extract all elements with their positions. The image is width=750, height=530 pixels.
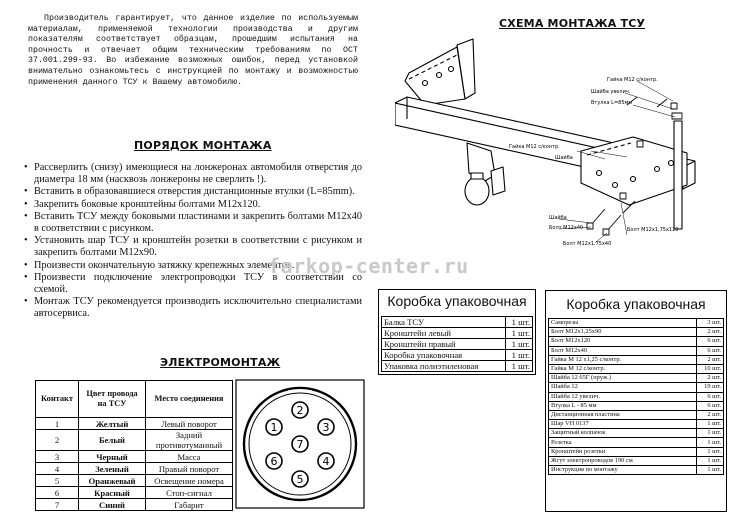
contact-cell: 3 [36,451,79,463]
contact-cell: 2 [36,430,79,451]
install-step: • Установить шар ТСУ и кронштейн розетки в соответствии с рисунком и закрепить болтами M12х90. [24,235,362,259]
table-row [549,355,724,364]
socket-bracket [491,167,505,195]
table-row [382,361,533,372]
label-washer: Шайба [555,155,573,161]
table-row [549,456,724,465]
header-contact: Контакт [36,381,79,418]
install-step: • Произвести окончательную затяжку крепежных элементов. [24,260,362,272]
label-nut: Гайка M12 с/контр. [607,77,658,83]
table-row [382,328,533,339]
color-cell: Красный [79,487,146,499]
item-cell: Шайба 12 увелич. [549,392,697,401]
item-cell: Жгут электропроводов 190 см [549,456,697,465]
svg-text:4: 4 [322,455,330,468]
qty-cell: 2 шт. [697,374,724,383]
socket-pin-5 [292,471,308,487]
item-cell: Гайка M 12 с/контр. [549,364,697,373]
contact-cell: 7 [36,499,79,511]
color-cell: Белый [79,430,146,451]
label-nut-b: Гайка M12 с/контр. [509,144,560,150]
wiring-table [35,380,233,511]
item-cell: Инструкция по монтажу [549,466,697,475]
item-cell: Шар VH 0137 [549,420,697,429]
table-row [36,475,233,487]
install-step: • Вставить ТСУ между боковыми пластинами и закрепить болтами M12х40 в соответствии с рисунком. [24,211,362,235]
qty-cell: 6 шт. [697,401,724,410]
install-steps [24,162,362,321]
place-cell: Задний противотуманный [146,430,233,451]
qty-cell: 1 шт. [506,328,533,339]
item-cell: Кронштейн розетки [549,447,697,456]
socket-pin-6 [266,453,282,469]
socket-pin-3 [318,419,334,435]
qty-cell: 1 шт. [506,350,533,361]
qty-cell: 2 шт. [697,328,724,337]
svg-text:1: 1 [270,421,278,434]
table-row [382,339,533,350]
table-row [382,317,533,328]
label-washer-enlarged: Шайба увелич. [591,89,631,95]
item-cell: Балка ТСУ [382,317,506,328]
color-cell: Синий [79,499,146,511]
svg-text:3: 3 [322,421,330,434]
place-cell: Стоп-сигнал [146,487,233,499]
table-row [36,499,233,511]
table-row [549,447,724,456]
header-connection-place: Место соединения [146,381,233,418]
install-step: • Рассверлить (снизу) имеющиеся на лонжеронах автомобиля отверстия до диаметра 18 мм (насквозь лонжероны не сверлить !). [24,162,362,186]
svg-text:7: 7 [296,438,304,451]
install-title: ПОРЯДОК МОНТАЖА [134,139,272,152]
svg-text:5: 5 [296,473,304,486]
qty-cell: 6 шт. [697,346,724,355]
qty-cell: 1 шт. [697,447,724,456]
qty-cell: 1 шт. [506,317,533,328]
qty-cell: 1 шт. [697,420,724,429]
contact-cell: 4 [36,463,79,475]
table-row [36,451,233,463]
color-cell: Оранжевый [79,475,146,487]
socket-pin-7 [292,436,308,452]
item-cell: Болт M12х1,25х90 [549,328,697,337]
packing-box-large-title: Коробка упаковочная [566,296,706,312]
packing-box-large-table [548,318,724,475]
label-washer-b: Шайба [549,215,567,221]
table-row [36,463,233,475]
qty-cell: 1 шт. [506,361,533,372]
table-row [549,319,724,328]
qty-cell: 2 шт. [697,410,724,419]
place-cell: Правый поворот [146,463,233,475]
qty-cell: 10 шт. [697,364,724,373]
item-cell: Шайба 12 [549,383,697,392]
table-row [549,374,724,383]
install-step: • Закрепить боковые кронштейны болтами M12х120. [24,199,362,211]
item-cell: Кронштейн правый [382,339,506,350]
item-cell: Защитный колпачок [549,429,697,438]
table-row [549,438,724,447]
socket-diagram [234,378,366,510]
qty-cell: 1 шт. [506,339,533,350]
contact-cell: 5 [36,475,79,487]
qty-cell: 19 шт. [697,383,724,392]
packing-box-small-table [381,316,533,372]
table-row [36,418,233,430]
table-row [382,350,533,361]
label-bushing: Втулка L=85мм [591,100,633,106]
item-cell: Упаковка полиэтиленовая [382,361,506,372]
table-row [549,401,724,410]
table-row [549,420,724,429]
socket-pin-4 [318,453,334,469]
qty-cell: 1 шт. [697,429,724,438]
socket-pin-1 [266,419,282,435]
towbar-scheme [395,33,735,265]
color-cell: Черный [79,451,146,463]
table-row [549,328,724,337]
install-step: • Произвести подключение электропроводки ТСУ в соответствии со схемой. [24,272,362,296]
contact-cell: 6 [36,487,79,499]
qty-cell: 6 шт. [697,392,724,401]
item-cell: Шайба 12 65Г (пруж.) [549,374,697,383]
place-cell: Освещение номера [146,475,233,487]
label-bolt-m12x40: Болт M12х40 [549,225,584,231]
scheme-title: СХЕМА МОНТАЖА ТСУ [499,17,646,30]
qty-cell: 1 шт. [697,438,724,447]
place-cell: Левый поворот [146,418,233,430]
packing-box-small-title: Коробка упаковочная [387,293,527,309]
bushing [674,121,682,229]
item-cell: Болт M12х40 [549,346,697,355]
svg-text:6: 6 [270,455,278,468]
table-row [549,383,724,392]
item-cell: Розетка [549,438,697,447]
socket-pin-2 [292,402,308,418]
install-step: • Монтаж ТСУ рекомендуется производить исключительно специалистами автосервиса. [24,296,362,320]
table-row [549,337,724,346]
item-cell: Коробка упаковочная [382,350,506,361]
qty-cell: 1 шт. [697,466,724,475]
qty-cell: 1 шт. [697,456,724,465]
table-row [549,346,724,355]
item-cell: Втулка L - 85 мм [549,401,697,410]
label-bolt-m12x40b: Болт M12х1,75х40 [563,241,612,247]
item-cell: Дистанционная пластина [549,410,697,419]
install-step: • Вставить в образовавшиеся отверстия дистанционные втулки (L=85mm). [24,186,362,198]
item-cell: Гайка M 12 х1,25 с/контр. [549,355,697,364]
packing-box-small [378,289,536,375]
packing-box-large [545,290,727,512]
socket-notch [288,391,312,392]
qty-cell: 6 шт. [697,337,724,346]
place-cell: Масса [146,451,233,463]
qty-cell: 2 шт. [697,355,724,364]
color-cell: Зеленый [79,463,146,475]
table-row [549,466,724,475]
table-row [549,392,724,401]
table-row [549,364,724,373]
tow-ball [465,177,489,205]
item-cell: Саморезы [549,319,697,328]
item-cell: Кронштейн левый [382,328,506,339]
contact-cell: 1 [36,418,79,430]
watermark: farkop-center.ru [268,254,469,278]
table-row [549,429,724,438]
qty-cell: 3 шт. [697,319,724,328]
intro-text: Производитель гарантирует, что данное изделие по используемым материалам, применяемой технологии производства и другим показателям соответствует образцам, прошедшим испытания на прочность и отвечает общим техническим требованиям по ОСТ 37.001.299-93. Во избежание возможных ошибок, перед установкой внимательно ознакомьтесь с инструкцией по монтажу и возможностью применения данного ТСУ к Вашему автомобилю. [28,14,358,87]
svg-text:2: 2 [296,404,304,417]
table-row [549,410,724,419]
item-cell: Болт M12х120 [549,337,697,346]
color-cell: Желтый [79,418,146,430]
table-row [36,430,233,451]
electro-title: ЭЛЕКТРОМОНТАЖ [160,356,281,369]
table-row [36,487,233,499]
place-cell: Габарит [146,499,233,511]
label-bolt-m12x120: Болт M12х1,75х120 [627,227,679,233]
header-wire-color: Цвет провода на ТСУ [79,381,146,418]
